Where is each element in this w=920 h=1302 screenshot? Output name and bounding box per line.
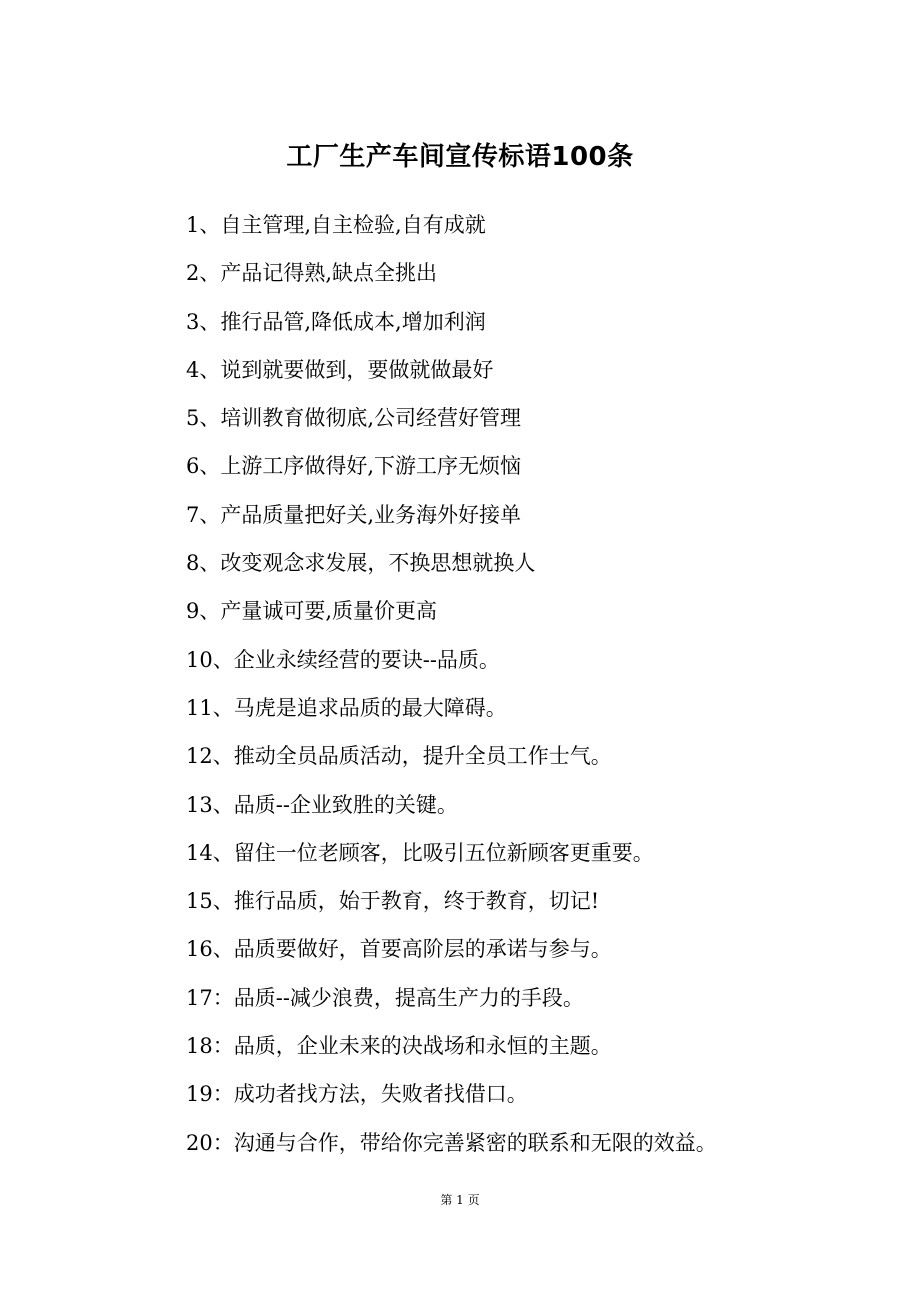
slogan-item-1: 1、自主管理,自主检验,自有成就 bbox=[186, 213, 486, 237]
slogan-item-11: 11、马虎是追求品质的最大障碍。 bbox=[186, 695, 507, 720]
slogan-item-13: 13、品质--企业致胜的关键。 bbox=[186, 792, 458, 817]
slogan-item-5: 5、培训教育做彻底,公司经营好管理 bbox=[186, 406, 522, 431]
slogan-list bbox=[186, 207, 886, 1173]
slogan-item-18: 18：品质，企业未来的决战场和永恒的主题。 bbox=[186, 1034, 612, 1059]
slogan-item-2: 2、产品记得熟,缺点全挑出 bbox=[186, 261, 438, 286]
slogan-item-12: 12、推动全员品质活动，提升全员工作士气。 bbox=[186, 744, 612, 769]
slogan-item-10: 10、企业永续经营的要诀--品质。 bbox=[186, 647, 500, 672]
document-title: 工厂生产车间宣传标语100条 bbox=[286, 142, 634, 172]
slogan-item-17: 17：品质--减少浪费，提高生产力的手段。 bbox=[186, 985, 584, 1010]
page-number: 第 1 页 bbox=[440, 1193, 480, 1207]
slogan-item-16: 16、品质要做好，首要高阶层的承诺与参与。 bbox=[186, 937, 612, 962]
slogan-item-9: 9、产量诚可要,质量价更高 bbox=[186, 599, 438, 624]
slogan-item-8: 8、改变观念求发展，不换思想就换人 bbox=[186, 551, 536, 576]
slogan-item-19: 19：成功者找方法，失败者找借口。 bbox=[186, 1082, 528, 1107]
slogan-item-20: 20：沟通与合作，带给你完善紧密的联系和无限的效益。 bbox=[186, 1130, 717, 1155]
slogan-item-15: 15、推行品质，始于教育，终于教育，切记! bbox=[186, 889, 600, 914]
slogan-item-14: 14、留住一位老顾客，比吸引五位新顾客更重要。 bbox=[186, 840, 654, 865]
slogan-item-4: 4、说到就要做到，要做就做最好 bbox=[186, 357, 494, 382]
slogan-item-3: 3、推行品管,降低成本,增加利润 bbox=[186, 309, 486, 334]
slogan-item-6: 6、上游工序做得好,下游工序无烦恼 bbox=[186, 454, 522, 479]
slogan-item-7: 7、产品质量把好关,业务海外好接单 bbox=[186, 502, 522, 527]
